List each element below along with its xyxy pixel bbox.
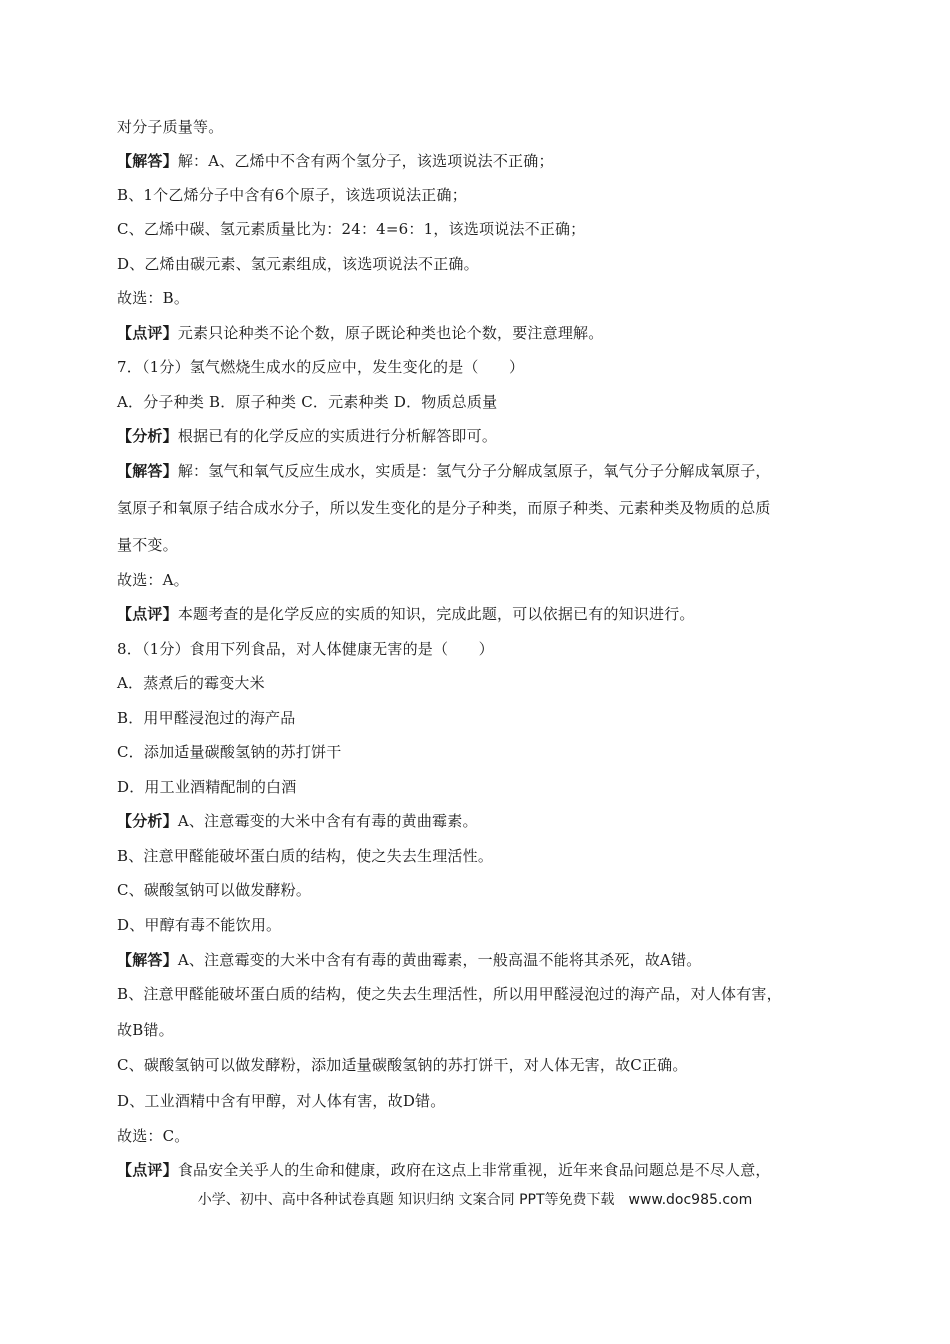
- line-text: D．用工业酒精配制的白酒: [117, 778, 297, 796]
- text-line: [117, 1055, 870, 1075]
- line-text: B、注意甲醛能破坏蛋白质的结构，使之失去生理活性，所以用甲醛浸泡过的海产品，对人体有害，: [117, 985, 782, 1003]
- line-text: 7．（1分）氢气燃烧生成水的反应中，发生变化的是（ ）: [117, 358, 525, 376]
- line-text: 对分子质量等。: [117, 118, 224, 136]
- line-text: C、碳酸氢钠可以做发酵粉，添加适量碳酸氢钠的苏打饼干，对人体无害，故C正确。: [117, 1056, 688, 1074]
- text-line: [117, 742, 870, 762]
- text-line: [117, 219, 870, 239]
- text-line: [117, 323, 870, 343]
- text-line: [117, 535, 870, 555]
- line-text: D、工业酒精中含有甲醇，对人体有害，故D错。: [117, 1092, 446, 1110]
- text-line: [117, 915, 870, 935]
- line-text: A、注意霉变的大米中含有有毒的黄曲霉素，一般高温不能将其杀死，故A错。: [177, 951, 702, 969]
- line-text: A、注意霉变的大米中含有有毒的黄曲霉素。: [177, 812, 478, 830]
- section-tag: 【点评】: [117, 1161, 178, 1179]
- line-text: A．蒸煮后的霉变大米: [117, 674, 265, 692]
- text-line: [117, 117, 870, 137]
- line-text: C、乙烯中碳、氢元素质量比为：24：4=6：1，该选项说法不正确；: [117, 220, 586, 238]
- line-text: 解：氢气和氧气反应生成水，实质是：氢气分子分解成氢原子，氧气分子分解成氧原子，: [177, 462, 771, 480]
- line-text: 故B错。: [117, 1021, 174, 1039]
- text-line: [117, 950, 870, 970]
- line-text: 解：A、乙烯中不含有两个氢分子，该选项说法不正确；: [177, 152, 554, 170]
- text-line: [117, 777, 870, 797]
- line-text: 故选：A。: [117, 571, 189, 589]
- text-line: [117, 984, 870, 1004]
- line-text: D、乙烯由碳元素、氢元素组成，该选项说法不正确。: [117, 255, 479, 273]
- line-text: 故选：B。: [117, 289, 190, 307]
- text-line: [117, 1091, 870, 1111]
- section-tag: 【分析】: [117, 427, 178, 445]
- line-text: 食品安全关乎人的生命和健康，政府在这点上非常重视，近年来食品问题总是不尽人意，: [177, 1161, 771, 1179]
- text-line: [117, 426, 870, 446]
- text-line: [117, 708, 870, 728]
- section-tag: 【分析】: [117, 812, 178, 830]
- line-text: 根据已有的化学反应的实质进行分析解答即可。: [177, 427, 498, 445]
- text-line: [117, 811, 870, 831]
- text-line: [117, 570, 870, 590]
- text-line: [117, 185, 870, 205]
- text-line: [117, 673, 870, 693]
- text-line: [117, 880, 870, 900]
- text-line: [117, 254, 870, 274]
- line-text: 量不变。: [117, 536, 178, 554]
- section-tag: 【解答】: [117, 951, 178, 969]
- line-text: 本题考查的是化学反应的实质的知识，完成此题，可以依据已有的知识进行。: [177, 605, 695, 623]
- text-line: [117, 1020, 870, 1040]
- line-text: B．用甲醛浸泡过的海产品: [117, 709, 296, 727]
- line-text: D、甲醇有毒不能饮用。: [117, 916, 282, 934]
- line-text: B、1个乙烯分子中含有6个原子，该选项说法正确；: [117, 186, 467, 204]
- section-tag: 【点评】: [117, 605, 178, 623]
- line-text: C．添加适量碳酸氢钠的苏打饼干: [117, 743, 342, 761]
- section-tag: 【解答】: [117, 462, 178, 480]
- text-line: [117, 639, 870, 659]
- line-text: 元素只论种类不论个数，原子既论种类也论个数，要注意理解。: [177, 324, 604, 342]
- section-tag: 【解答】: [117, 152, 178, 170]
- section-tag: 【点评】: [117, 324, 178, 342]
- line-text: B、注意甲醛能破坏蛋白质的结构，使之失去生理活性。: [117, 847, 494, 865]
- text-line: [117, 392, 870, 412]
- text-line: [117, 1126, 870, 1146]
- line-text: 8．（1分）食用下列食品，对人体健康无害的是（ ）: [117, 640, 494, 658]
- text-line: [117, 151, 870, 171]
- line-text: A．分子种类 B．原子种类 C．元素种类 D．物质总质量: [117, 393, 498, 411]
- line-text: 故选：C。: [117, 1127, 190, 1145]
- text-line: [117, 498, 870, 518]
- page-footer: 小学、初中、高中各种试卷真题 知识归纳 文案合同 PPT等免费下载 www.doc985.com: [197, 1192, 753, 1208]
- line-text: 氢原子和氧原子结合成水分子，所以发生变化的是分子种类，而原子种类、元素种类及物质的总质: [117, 499, 771, 517]
- text-line: [117, 604, 870, 624]
- line-text: C、碳酸氢钠可以做发酵粉。: [117, 881, 312, 899]
- text-line: [117, 357, 870, 377]
- text-line: [117, 846, 870, 866]
- text-line: [117, 1160, 870, 1180]
- text-line: [117, 288, 870, 308]
- text-line: [117, 461, 870, 481]
